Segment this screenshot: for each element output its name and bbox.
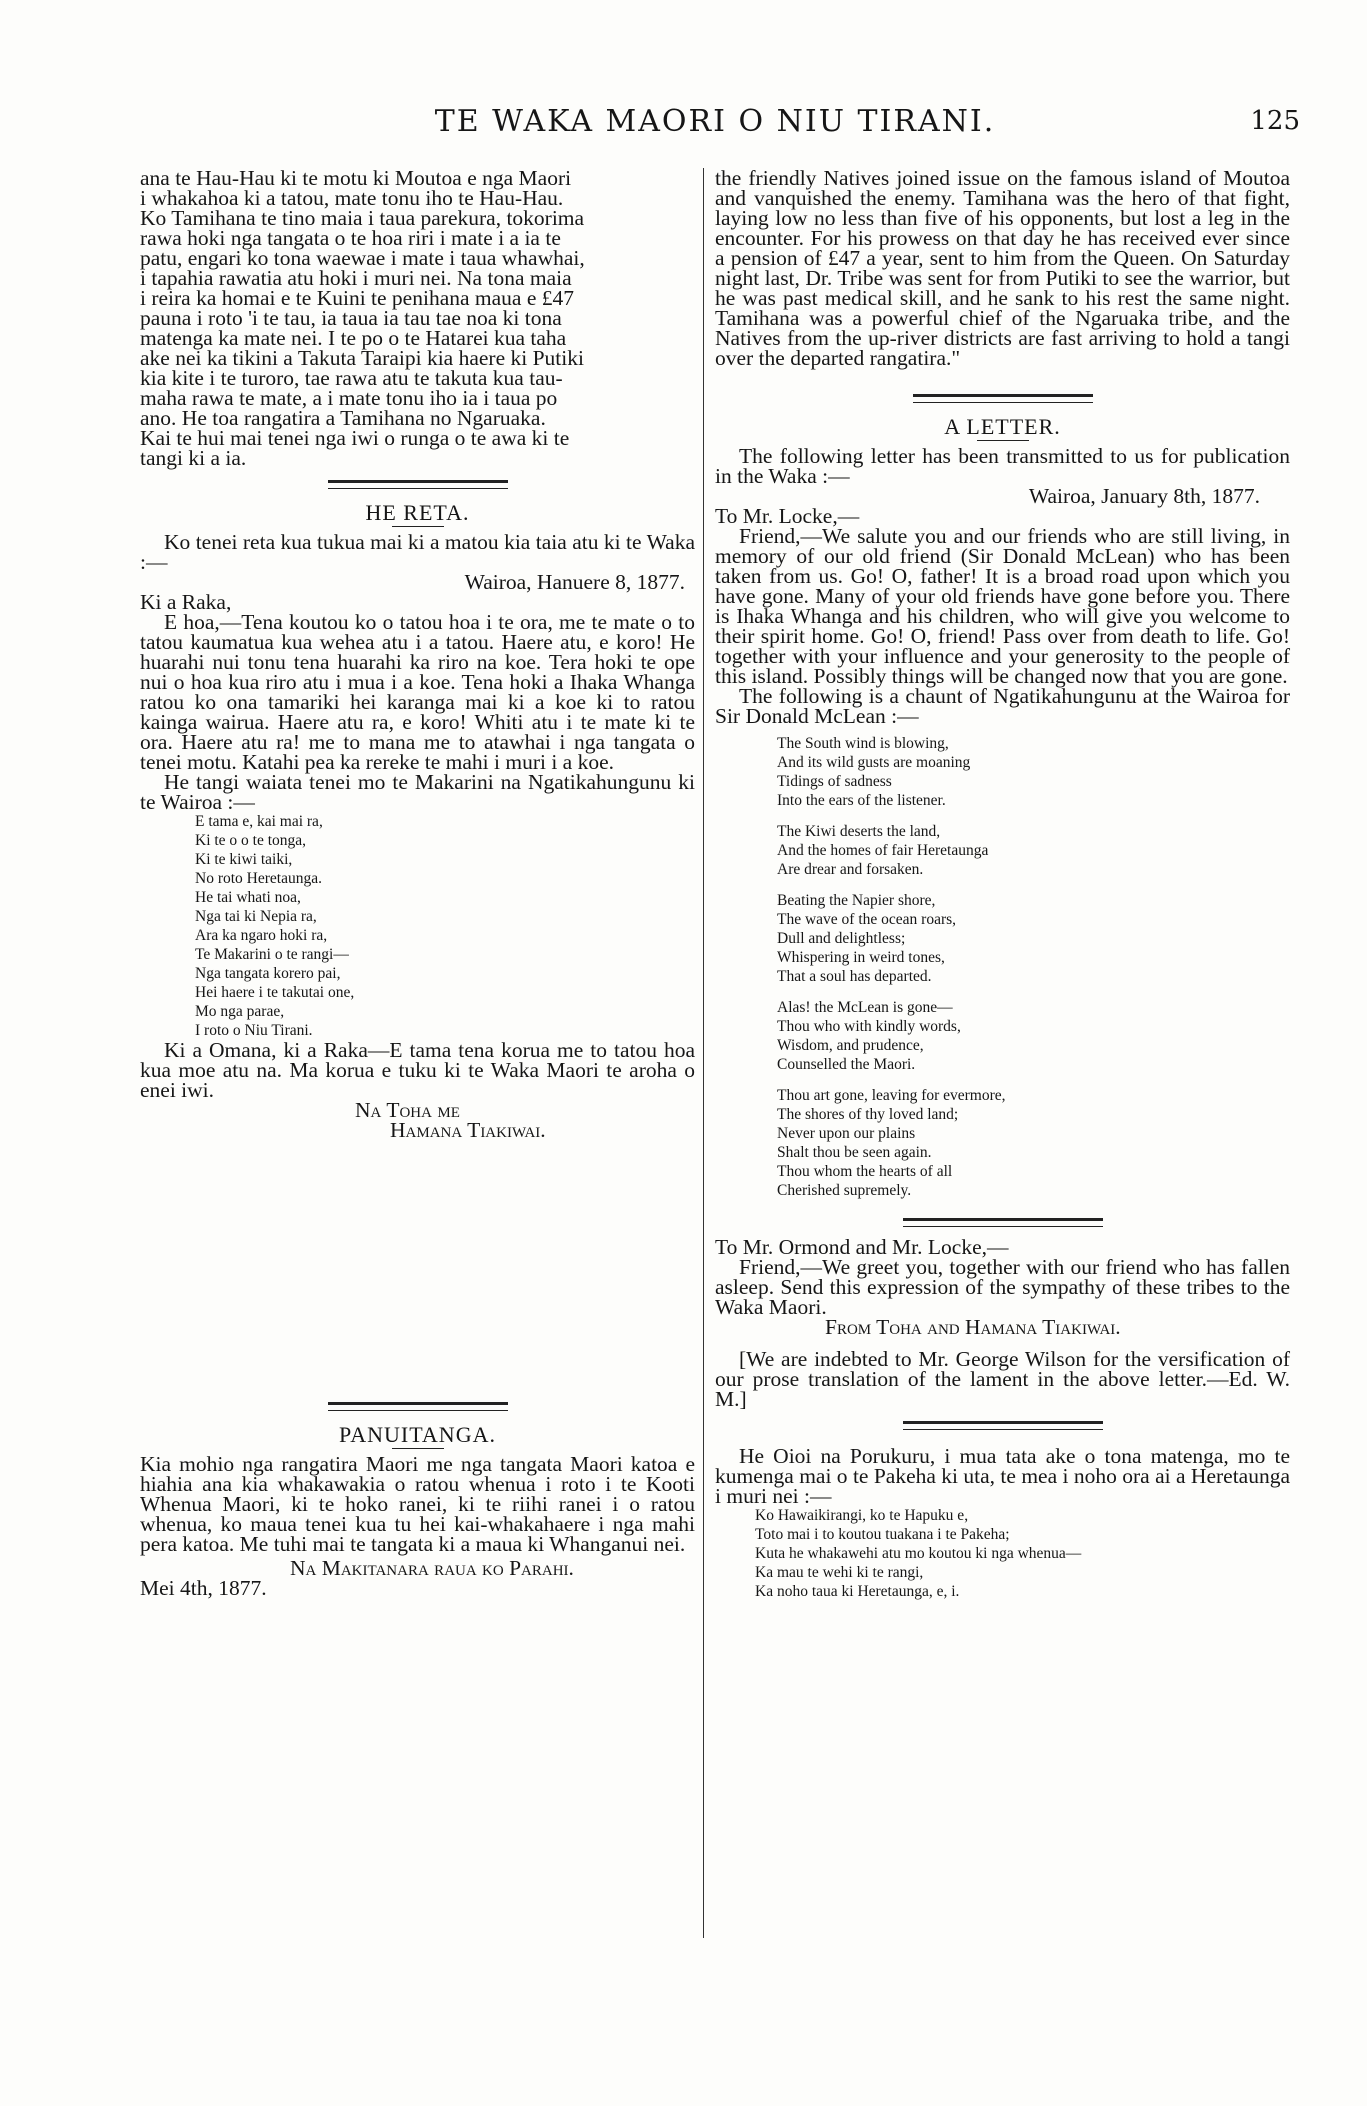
text-line: I roto o Niu Tirani. bbox=[195, 1022, 313, 1039]
poem-stanza bbox=[777, 998, 1290, 1074]
poem-line: Cherished supremely. bbox=[777, 1182, 912, 1199]
chaunt-poem bbox=[777, 734, 1290, 1200]
text-line: Kuta he whakawehi atu mo koutou ki nga whenua— bbox=[755, 1545, 1082, 1562]
second-letter-signature: From Toha and Hamana Tiakiwai. bbox=[825, 1315, 1121, 1339]
text-line: matenga ka mate nei. I te po o te Hatarei kua taha bbox=[140, 326, 567, 350]
poem-line: Alas! the McLean is gone— bbox=[777, 999, 953, 1016]
section-rule bbox=[328, 1402, 508, 1411]
reta-salutation: Ki a Raka, bbox=[140, 590, 232, 614]
text-line: tangi ki a ia. bbox=[140, 446, 247, 470]
maori-intro-lines bbox=[140, 168, 695, 468]
poem-line: Whispering in weird tones, bbox=[777, 949, 945, 966]
right-column bbox=[715, 168, 1290, 1601]
text-line: Ko Hawaikirangi, ko te Hapuku e, bbox=[755, 1507, 969, 1524]
poem-line: Shalt thou be seen again. bbox=[777, 1144, 932, 1161]
text-line: i reira ka homai e te Kuini te penihana maua e £47 bbox=[140, 286, 575, 310]
text-line: Ko Tamihana te tino maia i taua parekura, tokorima bbox=[140, 206, 585, 230]
text-line: Ara ka ngaro hoki ra, bbox=[195, 927, 328, 944]
text-line: Hei haere i te takutai one, bbox=[195, 984, 355, 1001]
poem-line: That a soul has departed. bbox=[777, 968, 932, 985]
column-divider bbox=[703, 168, 704, 1938]
letter-recipient: To Mr. Locke,— bbox=[715, 504, 860, 528]
left-column bbox=[140, 168, 695, 1598]
poem-line: Counselled the Maori. bbox=[777, 1056, 916, 1073]
reta-intro: Ko tenei reta kua tukua mai ki a matou kia taia atu ki te Waka :— bbox=[140, 530, 695, 574]
reta-body: E hoa,—Tena koutou ko o tatou hoa i te ora, me te mate o to tatou kaumatua kua wehea atu i a tatou. Haere atu, e koro! He huarahi nui tonu tena huarahi ka riro na koe. Tera hoki te ope nui o hoa kua riro atu i mua i a koe. Tena hoki a Ihaka Whanga ratou ko ona tamariki hei karanga mai ki a koe ki to ratou kainga wairua. Haere atu ra, e koro! Whiti atu i te mate ki te ora. Haere atu ra! me to mana me to atawhai i nga tangata o tenei motu. Katahi pea ka rereke te mahi i muri i a koe. bbox=[140, 610, 695, 774]
text-line: Te Makarini o te rangi— bbox=[195, 946, 349, 963]
panuitanga-signature: Na Makitanara raua ko Parahi. bbox=[290, 1556, 574, 1580]
text-line: rawa hoki nga tangata o te hoa riri i mate i a ia te bbox=[140, 226, 561, 250]
panuitanga-heading: PANUITANGA. bbox=[339, 1422, 496, 1447]
reta-waiata-intro: He tangi waiata tenei mo te Makarini na Ngatikahungunu ki te Wairoa :— bbox=[140, 770, 695, 814]
text-line: maha rawa te mate, a i mate tonu iho ia i taua po bbox=[140, 386, 558, 410]
short-rule bbox=[392, 1448, 444, 1449]
poem-line: And the homes of fair Heretaunga bbox=[777, 842, 989, 859]
oioi-poem bbox=[755, 1506, 1290, 1601]
short-rule bbox=[392, 526, 444, 527]
panuitanga-body: Kia mohio nga rangatira Maori me nga tangata Maori katoa e hiahia ana kia whakawakia o ratou whenua i roto i te Kooti Whenua Maori, ki te hoko ranei, ki te riihi ranei i o ratou whenua, ko maua tenei kua tu hei kai-whakahaere i nga mahi pera katoa. Me tuhi mai te tangata ki a maua ki Whanganui nei. bbox=[140, 1452, 695, 1556]
text-line: i whakahoa ki a tatou, mate tonu iho te Hau-Hau. bbox=[140, 186, 564, 210]
text-line: i tapahia rawatia atu hoki i muri nei. Na tona maia bbox=[140, 266, 572, 290]
poem-line: Tidings of sadness bbox=[777, 773, 892, 790]
poem-line: The shores of thy loved land; bbox=[777, 1106, 959, 1123]
poem-line: Wisdom, and prudence, bbox=[777, 1037, 924, 1054]
section-rule bbox=[913, 394, 1093, 403]
text-line: Ki te o o te tonga, bbox=[195, 832, 307, 849]
page-number: 125 bbox=[1250, 106, 1300, 136]
letter-body: Friend,—We salute you and our friends who are still living, in memory of our old friend (Sir Donald McLean) who has been taken from us. Go! O, father! It is a broad road upon which you have gone. Many of your old friends have gone before you. There is Ihaka Whanga and his children, who will give you welcome to their spirit home. Go! O, friend! Pass over from death to life. Go! together with your influence and your generosity to the people of this island. Possibly things will be changed now that you are gone. bbox=[715, 524, 1290, 688]
text-line: Mo nga parae, bbox=[195, 1003, 285, 1020]
letter-dateline: Wairoa, January 8th, 1877. bbox=[1028, 484, 1260, 508]
text-line: Kai te hui mai tenei nga iwi o runga o te awa ki te bbox=[140, 426, 570, 450]
reta-poem bbox=[195, 812, 695, 1040]
reta-signature-1: Na Toha me bbox=[355, 1098, 460, 1122]
reta-closing: Ki a Omana, ki a Raka—E tama tena korua me to tatou hoa kua moe atu na. Ma korua e tuku ki te Waka Maori te aroha o enei iwi. bbox=[140, 1038, 695, 1102]
second-recipient: To Mr. Ormond and Mr. Locke,— bbox=[715, 1235, 1009, 1259]
reta-dateline: Wairoa, Hanuere 8, 1877. bbox=[464, 570, 685, 594]
section-rule bbox=[903, 1218, 1103, 1227]
poem-line: Thou art gone, leaving for evermore, bbox=[777, 1087, 1006, 1104]
text-line: No roto Heretaunga. bbox=[195, 870, 322, 887]
maori-intro-article bbox=[140, 168, 695, 468]
text-line: ake nei ka tikini a Takuta Taraipi kia haere ki Putiki bbox=[140, 346, 584, 370]
section-rule bbox=[328, 480, 508, 489]
poem-line: Dull and delightless; bbox=[777, 930, 906, 947]
section-rule bbox=[903, 1421, 1103, 1430]
poem-line: Beating the Napier shore, bbox=[777, 892, 936, 909]
text-line: Ki te kiwi taiki, bbox=[195, 851, 293, 868]
text-line: Nga tangata korero pai, bbox=[195, 965, 341, 982]
poem-line: The South wind is blowing, bbox=[777, 735, 949, 752]
page-header bbox=[130, 104, 1300, 150]
text-line: E tama e, kai mai ra, bbox=[195, 813, 323, 830]
editor-note: [We are indebted to Mr. George Wilson for the versification of our prose translation of the lament in the above letter.—Ed. W. M.] bbox=[715, 1347, 1290, 1411]
text-line: He tai whati noa, bbox=[195, 889, 301, 906]
poem-line: Into the ears of the listener. bbox=[777, 792, 946, 809]
text-line: Ka noho taua ki Heretaunga, e, i. bbox=[755, 1583, 960, 1600]
text-line: pauna i roto 'i te tau, ia taua ia tau tae noa ki tona bbox=[140, 306, 562, 330]
text-line: patu, engari ko tona waewae i mate i taua whawhai, bbox=[140, 246, 585, 270]
text-line: Nga tai ki Nepia ra, bbox=[195, 908, 317, 925]
he-reta-heading: HE RETA. bbox=[365, 500, 470, 525]
text-line: kia kite i te turoro, tae rawa atu te takuta kua tau- bbox=[140, 366, 563, 390]
second-letter-body: Friend,—We greet you, together with our friend who has fallen asleep. Send this expression of the sympathy of these tribes to the Waka Maori. bbox=[715, 1255, 1290, 1319]
letter-intro: The following letter has been transmitted to us for publication in the Waka :— bbox=[715, 444, 1290, 488]
poem-stanza bbox=[777, 822, 1290, 879]
oioi-intro: He Oioi na Porukuru, i mua tata ake o tona matenga, mo te kumenga mai o te Pakeha ki uta, te mea i noho ora ai a Heretaunga i muri nei :— bbox=[715, 1444, 1290, 1508]
poem-line: Are drear and forsaken. bbox=[777, 861, 924, 878]
text-line: Ka mau te wehi ki te rangi, bbox=[755, 1564, 924, 1581]
text-line: ano. He toa rangatira a Tamihana no Ngaruaka. bbox=[140, 406, 546, 430]
poem-stanza bbox=[777, 734, 1290, 810]
a-letter-heading: A LETTER. bbox=[944, 414, 1061, 439]
short-rule bbox=[977, 440, 1029, 441]
poem-stanza bbox=[777, 891, 1290, 986]
panuitanga-date: Mei 4th, 1877. bbox=[140, 1576, 267, 1600]
poem-stanza bbox=[777, 1086, 1290, 1200]
poem-line: The wave of the ocean roars, bbox=[777, 911, 957, 928]
poem-line: The Kiwi deserts the land, bbox=[777, 823, 941, 840]
chaunt-intro: The following is a chaunt of Ngatikahungunu at the Wairoa for Sir Donald McLean :— bbox=[715, 684, 1290, 728]
poem-line: Never upon our plains bbox=[777, 1125, 916, 1142]
poem-line: Thou whom the hearts of all bbox=[777, 1163, 953, 1180]
poem-line: Thou who with kindly words, bbox=[777, 1018, 961, 1035]
text-line: Toto mai i to koutou tuakana i te Pakeha; bbox=[755, 1526, 1010, 1543]
newspaper-title: TE WAKA MAORI O NIU TIRANI. bbox=[434, 104, 996, 139]
text-line: ana te Hau-Hau ki te motu ki Moutoa e nga Maori bbox=[140, 166, 572, 190]
poem-line: And its wild gusts are moaning bbox=[777, 754, 971, 771]
english-intro-article: the friendly Natives joined issue on the famous island of Moutoa and vanquished the enemy. Tamihana was the hero of that fight, laying low no less than five of his opponents, but lost a leg in the encounter. For his prowess on that day he has received ever since a pension of £47 a year, sent to him from the Queen. On Saturday night last, Dr. Tribe was sent for from Putiki to see the warrior, but he was past medical skill, and he sank to his rest the same night. Tamihana was a powerful chief of the Ngaruaka tribe, and the Natives from the up-river districts are fast arriving to hold a tangi over the departed rangatira." bbox=[715, 166, 1290, 370]
reta-signature-2: Hamana Tiakiwai. bbox=[390, 1118, 546, 1142]
